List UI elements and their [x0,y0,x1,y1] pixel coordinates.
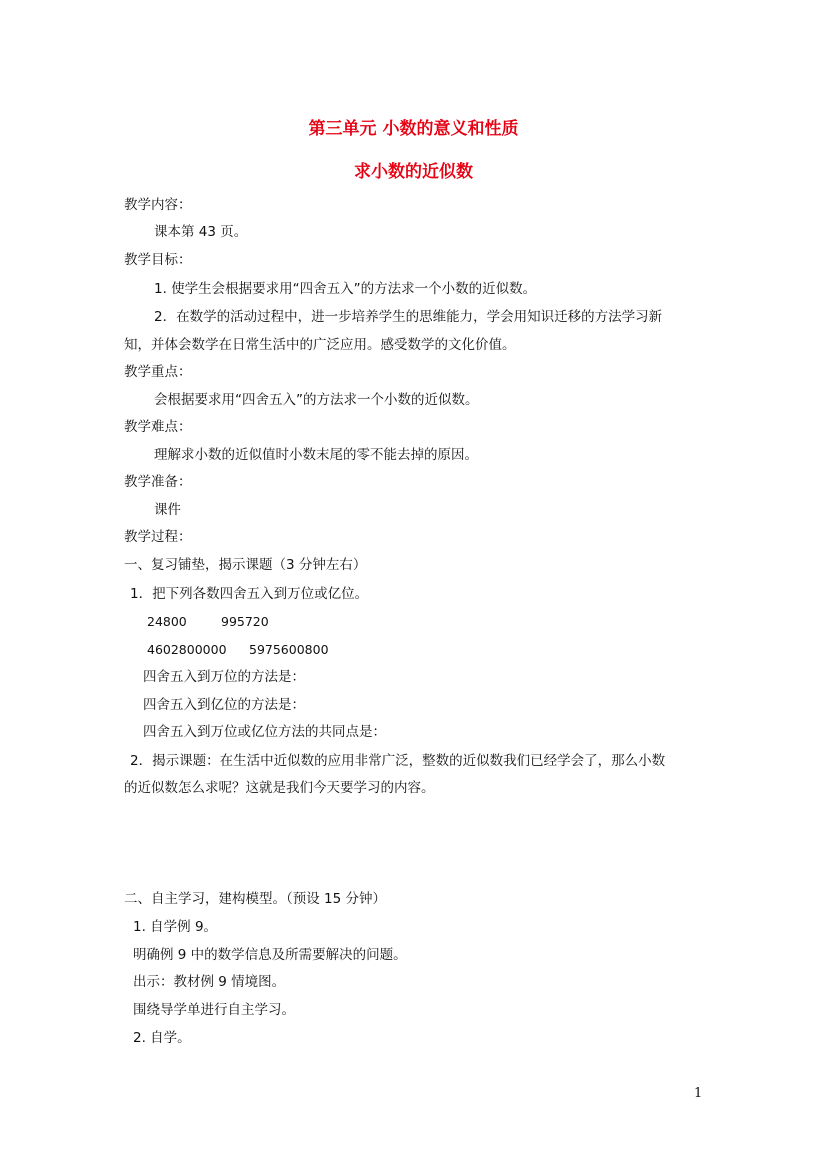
number-item: 24800 [147,614,187,629]
number-item: 5975600800 [249,642,329,657]
paragraph-line: 围绕导学单进行自主学习。 [133,1002,295,1018]
section-heading-process: 教学过程： [124,529,192,545]
section-heading-key-points: 教学重点： [124,364,192,380]
paragraph-line: 课件 [154,502,181,518]
section-heading-self-study: 二、自主学习，建构模型。（预设 15 分钟） [124,891,387,907]
section-heading-difficulties: 教学难点： [124,419,192,435]
paragraph-line: 知，并体会数学在日常生活中的广泛应用。感受数学的文化价值。 [124,337,516,353]
number-item: 995720 [221,614,269,629]
paragraph-line: 会根据要求用“四舍五入”的方法求一个小数的近似数。 [154,392,479,408]
document-subtitle: 求小数的近似数 [354,162,473,182]
paragraph-line: 2. 自学。 [133,1030,191,1046]
page-number: 1 [694,1086,703,1101]
paragraph-line: 四舍五入到万位的方法是： [143,669,305,685]
section-heading-preparation: 教学准备： [124,474,192,490]
section-heading-review: 一、复习铺垫，揭示课题（3 分钟左右） [124,557,367,573]
section-heading-content: 教学内容： [124,197,192,213]
section-heading-goals: 教学目标： [124,252,192,268]
paragraph-line: 课本第 43 页。 [154,224,248,240]
paragraph-line: 四舍五入到万位或亿位方法的共同点是： [143,724,386,740]
paragraph-line: 1. 自学例 9。 [133,919,218,935]
paragraph-line: 1．把下列各数四舍五入到万位或亿位。 [130,586,369,602]
paragraph-line: 明确例 9 中的数学信息及所需要解决的问题。 [133,947,407,963]
paragraph-line: 的近似数怎么求呢？这就是我们今天要学习的内容。 [124,780,435,796]
document-title: 第三单元 小数的意义和性质 [308,119,519,139]
paragraph-line: 1. 使学生会根据要求用“四舍五入”的方法求一个小数的近似数。 [154,281,537,297]
paragraph-line: 四舍五入到亿位的方法是： [143,697,305,713]
paragraph-line: 出示：教材例 9 情境图。 [133,974,286,990]
number-item: 4602800000 [147,642,227,657]
paragraph-line: 2．揭示课题：在生活中近似数的应用非常广泛，整数的近似数我们已经学会了，那么小数 [130,753,666,769]
paragraph-line: 2．在数学的活动过程中，进一步培养学生的思维能力，学会用知识迁移的方法学习新 [154,309,663,325]
paragraph-line: 理解求小数的近似值时小数末尾的零不能去掉的原因。 [154,447,478,463]
